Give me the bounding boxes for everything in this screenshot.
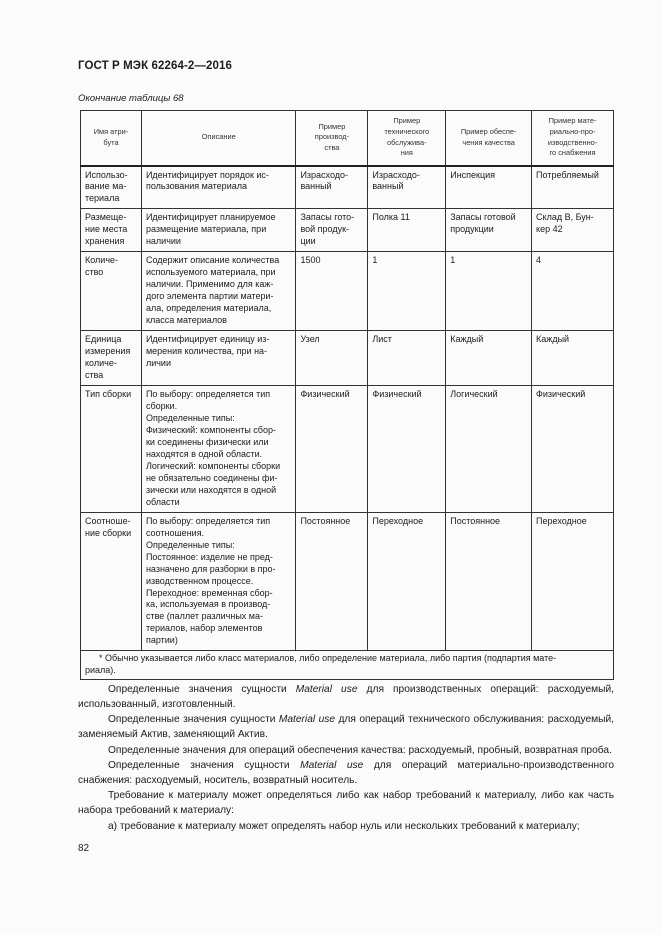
production-example-cell: Запасы гото- вой продук- ции bbox=[296, 209, 368, 252]
quality-example-cell: Логический bbox=[446, 386, 532, 513]
description-line: изводственном процессе. bbox=[145, 575, 254, 586]
table-row bbox=[81, 209, 614, 252]
description-line: Логический: компоненты сборки bbox=[145, 460, 281, 471]
inventory-example-cell: Склад В, Бун- кер 42 bbox=[532, 209, 614, 252]
p2-term: Material use bbox=[278, 714, 336, 726]
description-line: области bbox=[145, 496, 180, 507]
maintenance-example-cell: Переходное bbox=[368, 512, 446, 651]
description-line: находятся в одной области. bbox=[145, 448, 263, 459]
paragraph-inventory bbox=[78, 759, 614, 788]
production-example-cell: Израсходо- ванный bbox=[296, 166, 368, 209]
description-cell bbox=[141, 512, 296, 651]
description-line: Определенные типы: bbox=[145, 539, 235, 550]
description-line: дого элемента партии матери- bbox=[145, 291, 274, 302]
description-line: зически или находятся в одной bbox=[145, 484, 277, 495]
body-text bbox=[78, 683, 614, 835]
paragraph-maintenance bbox=[78, 713, 614, 742]
attribute-name-cell: Использо- вание ма- териала bbox=[81, 166, 142, 209]
col-header-production: Пример производ- ства bbox=[296, 111, 368, 166]
p4-text: Определенные значения сущности bbox=[108, 760, 301, 772]
quality-example-cell: Постоянное bbox=[446, 512, 532, 651]
description-line: По выбору: определяется тип bbox=[145, 515, 271, 526]
attribute-name-cell: Соотноше- ние сборки bbox=[81, 512, 142, 651]
attribute-table bbox=[80, 110, 614, 680]
paragraph-list-a: а) требование к материалу может определять набор нуль или нескольких требований к материалу; bbox=[108, 820, 580, 832]
attribute-name-cell: Тип сборки bbox=[81, 386, 142, 513]
inventory-example-cell: Каждый bbox=[532, 331, 614, 386]
inventory-example-cell: 4 bbox=[532, 252, 614, 331]
description-cell bbox=[141, 386, 296, 513]
maintenance-example-cell: Израсходо- ванный bbox=[368, 166, 446, 209]
p4-text-end: для операций материально-производственного снабжения: расходуемый, носитель, возвратный носитель. bbox=[78, 760, 614, 786]
description-line: ка, используемая в производ- bbox=[145, 599, 271, 610]
table-row bbox=[81, 166, 614, 209]
quality-example-cell: Каждый bbox=[446, 331, 532, 386]
description-line: стве (паллет различных ма- bbox=[145, 611, 264, 622]
quality-example-cell: 1 bbox=[446, 252, 532, 331]
table-header-row bbox=[81, 111, 614, 166]
description-line: наличии. Применимо для каж- bbox=[145, 279, 274, 290]
description-line: мерения количества, при на- bbox=[145, 346, 268, 357]
description-cell bbox=[141, 252, 296, 331]
quality-example-cell: Инспекция bbox=[446, 166, 532, 209]
page-number: 82 bbox=[78, 843, 90, 854]
paragraph-production bbox=[78, 683, 614, 712]
description-line: Идентифицирует планируемое bbox=[145, 212, 276, 223]
description-line: партии) bbox=[145, 635, 178, 646]
description-line: личии bbox=[145, 358, 171, 369]
page-header: ГОСТ Р МЭК 62264-2—2016 bbox=[78, 60, 232, 72]
inventory-example-cell: Потребляемый bbox=[532, 166, 614, 209]
description-line: используемого материала, при bbox=[145, 267, 276, 278]
maintenance-example-cell: Физический bbox=[368, 386, 446, 513]
description-line: ки соединены физически или bbox=[145, 436, 269, 447]
description-cell bbox=[141, 331, 296, 386]
description-cell bbox=[141, 209, 296, 252]
inventory-example-cell: Переходное bbox=[532, 512, 614, 651]
table-footnote: * Обычно указывается либо класс материалов, либо определение материала, либо партия (подпартия мате- риала). bbox=[81, 651, 614, 680]
maintenance-example-cell: Лист bbox=[368, 331, 446, 386]
p1-text-end: для производственных операций: расходуемый, использованный, изготовленный. bbox=[78, 684, 614, 710]
quality-example-cell: Запасы готовой продукции bbox=[446, 209, 532, 252]
description-line: Идентифицирует единицу из- bbox=[145, 334, 270, 345]
col-header-quality: Пример обеспе- чения качества bbox=[446, 111, 532, 166]
col-header-name: Имя атри- бута bbox=[81, 111, 142, 166]
description-cell bbox=[141, 166, 296, 209]
attribute-name-cell: Количе- ство bbox=[81, 252, 142, 331]
p1-text: Определенные значения сущности bbox=[108, 684, 296, 695]
description-line: Переходное: временная сбор- bbox=[145, 587, 273, 598]
description-line: соотношения. bbox=[145, 527, 205, 538]
footnote-line: * Обычно указывается либо класс материалов, либо определение материала, либо партия (подпартия мате- bbox=[99, 653, 557, 664]
maintenance-example-cell: Полка 11 bbox=[368, 209, 446, 252]
paragraph-quality: Определенные значения для операций обеспечения качества: расходуемый, пробный, возвратная проба. bbox=[108, 744, 612, 756]
paragraph-requirement: Требование к материалу может определяться либо как набор требований к материалу, либо как часть набора требований к материалу: bbox=[78, 790, 614, 817]
attribute-name-cell: Размеще- ние места хранения bbox=[81, 209, 142, 252]
col-header-description: Описание bbox=[141, 111, 296, 166]
description-line: пользования материала bbox=[145, 181, 247, 192]
description-line: Постоянное: изделие не пред- bbox=[145, 551, 273, 562]
description-line: Определенные типы: bbox=[145, 412, 235, 423]
production-example-cell: Постоянное bbox=[296, 512, 368, 651]
p4-term: Material use bbox=[300, 760, 364, 772]
description-line: По выбору: определяется тип bbox=[145, 389, 271, 399]
footnote-row bbox=[81, 651, 614, 680]
production-example-cell: Физический bbox=[296, 386, 368, 513]
description-line: Физический: компоненты сбор- bbox=[145, 424, 276, 435]
table-row bbox=[81, 386, 614, 513]
table-caption: Окончание таблицы 68 bbox=[78, 93, 184, 104]
description-line: наличии bbox=[145, 236, 181, 247]
attribute-name-cell: Единица измерения количе- ства bbox=[81, 331, 142, 386]
description-line: Содержит описание количества bbox=[145, 255, 280, 266]
description-line: размещение материала, при bbox=[145, 224, 267, 235]
p2-text-end: для операций технического обслуживания: расходуемый, заменяемый Актив, заменяющий Актив. bbox=[78, 714, 614, 740]
production-example-cell: 1500 bbox=[296, 252, 368, 331]
description-line: назначено для разборки в про- bbox=[145, 563, 276, 574]
description-line: ала, определения материала, bbox=[145, 303, 272, 314]
p2-text: Определенные значения сущности bbox=[108, 714, 279, 726]
maintenance-example-cell: 1 bbox=[368, 252, 446, 331]
col-header-maintenance: Пример технического обслужива- ния bbox=[368, 111, 446, 166]
table-row bbox=[81, 252, 614, 331]
table-row bbox=[81, 512, 614, 651]
production-example-cell: Узел bbox=[296, 331, 368, 386]
inventory-example-cell: Физический bbox=[532, 386, 614, 513]
p1-term: Material use bbox=[295, 684, 358, 695]
description-line: сборки. bbox=[145, 400, 178, 411]
col-header-inventory: Пример мате- риально-про- изводственно- го снабжения bbox=[532, 111, 614, 166]
description-line: Идентифицирует порядок ис- bbox=[145, 169, 269, 180]
description-line: териалов, набор элементов bbox=[145, 623, 263, 634]
table-row bbox=[81, 331, 614, 386]
description-line: класса материалов bbox=[145, 315, 227, 326]
description-line: не обязательно соединены фи- bbox=[145, 472, 278, 483]
